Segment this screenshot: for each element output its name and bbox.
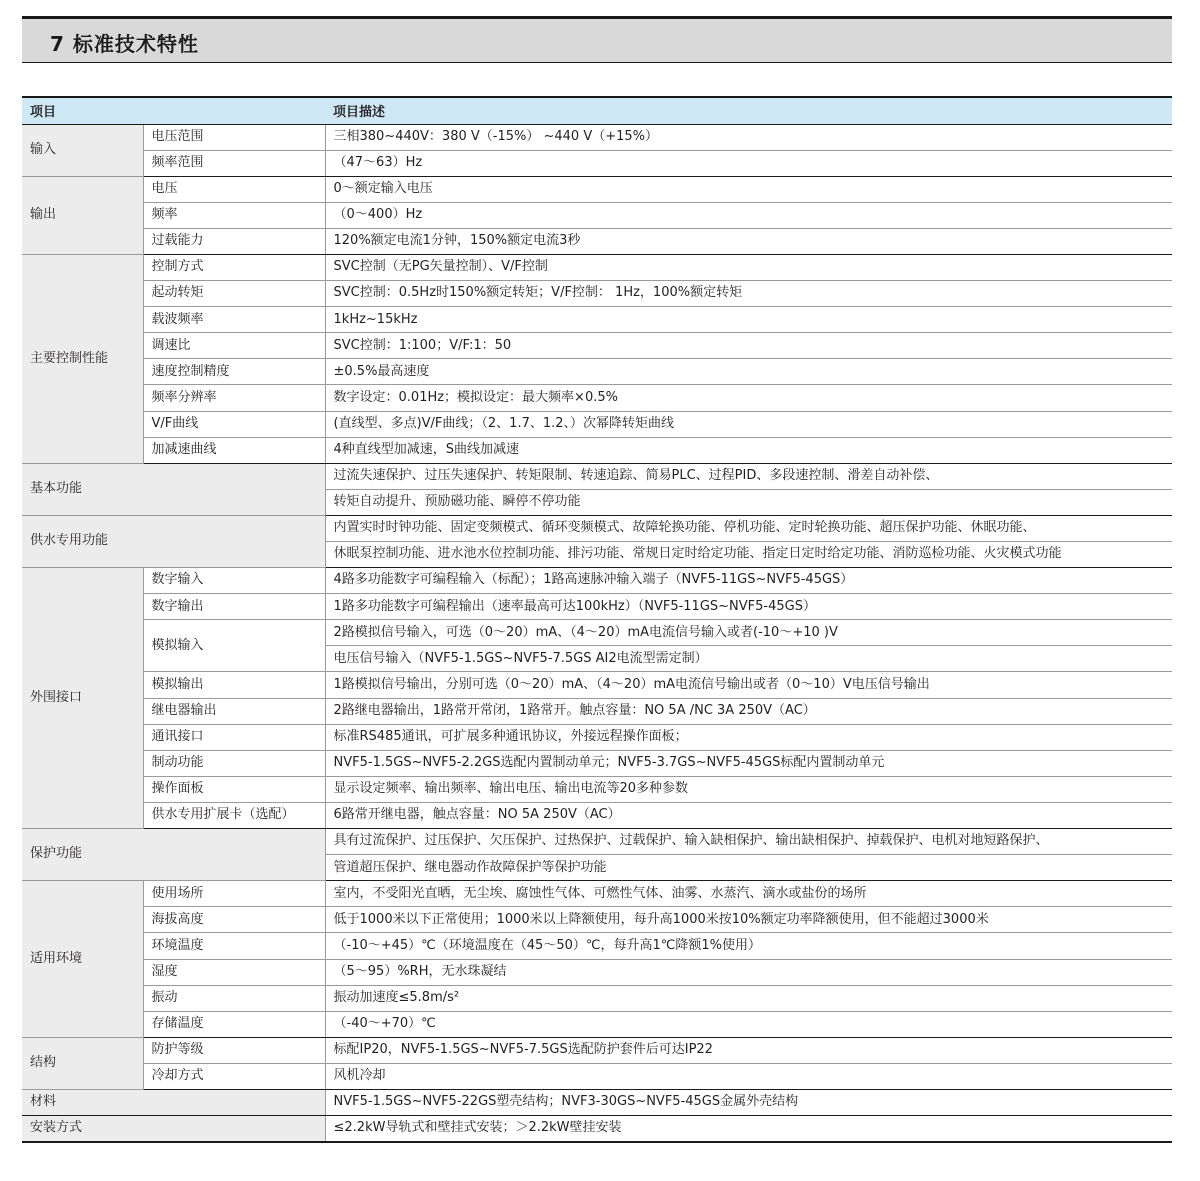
- item-cell: 湿度: [143, 959, 325, 985]
- desc-cell: ≤2.2kW导轨式和壁挂式安装；＞2.2kW壁挂安装: [325, 1116, 1172, 1142]
- desc-cell: 具有过流保护、过压保护、欠压保护、过热保护、过载保护、输入缺相保护、输出缺相保护、掉载保护、电机对地短路保护、: [325, 829, 1172, 855]
- table-row: [22, 985, 1172, 1011]
- desc-cell: 数字设定：0.01Hz；模拟设定：最大频率×0.5%: [325, 385, 1172, 411]
- item-cell: 模拟输出: [143, 672, 325, 698]
- spec-table: [22, 96, 1172, 1143]
- item-cell: 频率分辨率: [143, 385, 325, 411]
- item-cell: 起动转矩: [143, 281, 325, 307]
- item-cell: 使用场所: [143, 881, 325, 907]
- desc-cell: （0～400）Hz: [325, 202, 1172, 228]
- table-row: [22, 802, 1172, 828]
- table-row: [22, 228, 1172, 254]
- item-cell: 防护等级: [143, 1037, 325, 1063]
- spec-table-body: [22, 124, 1172, 1142]
- category-cell: 主要控制性能: [22, 254, 143, 463]
- category-cell: 安装方式: [22, 1116, 325, 1142]
- table-row: [22, 411, 1172, 437]
- category-cell: 输入: [22, 124, 143, 176]
- table-row: [22, 750, 1172, 776]
- desc-cell: 1路多功能数字可编程输出（速率最高可达100kHz）（NVF5-11GS~NVF5-45GS）: [325, 594, 1172, 620]
- desc-cell: 1路模拟信号输出，分别可选（0～20）mA、（4～20）mA电流信号输出或者（0～10）V电压信号输出: [325, 672, 1172, 698]
- table-row: [22, 359, 1172, 385]
- item-cell: 频率范围: [143, 150, 325, 176]
- item-cell: 电压范围: [143, 124, 325, 150]
- table-row: [22, 698, 1172, 724]
- desc-cell: 4种直线型加减速，S曲线加减速: [325, 437, 1172, 463]
- desc-cell: 三相380~440V：380 V（-15%） ~440 V（+15%）: [325, 124, 1172, 150]
- table-row: [22, 620, 1172, 646]
- desc-cell: (直线型、多点)V/F曲线；（2、1.7、1.2、）次幂降转矩曲线: [325, 411, 1172, 437]
- item-cell: 载波频率: [143, 307, 325, 333]
- desc-cell: （-10～+45）℃（环境温度在（45～50）℃，每升高1℃降额1%使用）: [325, 933, 1172, 959]
- desc-cell: 4路多功能数字可编程输入（标配）；1路高速脉冲输入端子（NVF5-11GS~NVF5-45GS）: [325, 568, 1172, 594]
- table-row: [22, 672, 1172, 698]
- desc-cell: 电压信号输入（NVF5-1.5GS~NVF5-7.5GS AI2电流型需定制）: [325, 646, 1172, 672]
- desc-cell: 内置实时时钟功能、固定变频模式、循环变频模式、故障轮换功能、停机功能、定时轮换功能、超压保护功能、休眠功能、: [325, 515, 1172, 541]
- table-row: [22, 724, 1172, 750]
- table-row: [22, 281, 1172, 307]
- desc-cell: 室内，不受阳光直晒，无尘埃、腐蚀性气体、可燃性气体、油雾、水蒸汽、滴水或盐份的场所: [325, 881, 1172, 907]
- item-cell: 数字输出: [143, 594, 325, 620]
- table-row: [22, 568, 1172, 594]
- category-cell: 结构: [22, 1037, 143, 1089]
- category-cell: 保护功能: [22, 829, 325, 881]
- desc-cell: 过流失速保护、过压失速保护、转矩限制、转速追踪、简易PLC、过程PID、多段速控制、滑差自动补偿、: [325, 463, 1172, 489]
- table-row: [22, 829, 1172, 855]
- item-cell: 调速比: [143, 333, 325, 359]
- table-row: [22, 202, 1172, 228]
- table-row: [22, 385, 1172, 411]
- table-row: [22, 907, 1172, 933]
- table-row: [22, 307, 1172, 333]
- desc-cell: 休眠泵控制功能、进水池水位控制功能、排污功能、常规日定时给定功能、指定日定时给定功能、消防巡检功能、火灾模式功能: [325, 542, 1172, 568]
- col-header-desc: 项目描述: [325, 97, 1172, 124]
- item-cell: V/F曲线: [143, 411, 325, 437]
- desc-cell: 显示设定频率、输出频率、输出电压、输出电流等20多种参数: [325, 776, 1172, 802]
- desc-cell: 管道超压保护、继电器动作故障保护等保护功能: [325, 855, 1172, 881]
- table-row: [22, 594, 1172, 620]
- table-row: [22, 1116, 1172, 1142]
- item-cell: 加减速曲线: [143, 437, 325, 463]
- category-cell: 输出: [22, 176, 143, 254]
- item-cell: 过载能力: [143, 228, 325, 254]
- item-cell: 振动: [143, 985, 325, 1011]
- item-cell: 数字输入: [143, 568, 325, 594]
- desc-cell: NVF5-1.5GS~NVF5-22GS塑壳结构；NVF3-30GS~NVF5-45GS金属外壳结构: [325, 1089, 1172, 1115]
- category-cell: 外围接口: [22, 568, 143, 829]
- table-row: [22, 881, 1172, 907]
- table-row: [22, 437, 1172, 463]
- table-row: [22, 463, 1172, 489]
- desc-cell: 转矩自动提升、预励磁功能、瞬停不停功能: [325, 489, 1172, 515]
- desc-cell: 2路模拟信号输入，可选（0～20）mA、（4～20）mA电流信号输入或者(-10～+10 )V: [325, 620, 1172, 646]
- table-row: [22, 933, 1172, 959]
- item-cell: 频率: [143, 202, 325, 228]
- desc-cell: （-40～+70）℃: [325, 1011, 1172, 1037]
- desc-cell: 1kHz~15kHz: [325, 307, 1172, 333]
- table-row: [22, 124, 1172, 150]
- table-row: [22, 333, 1172, 359]
- section-title: 7 标准技术特性: [50, 32, 199, 56]
- desc-cell: 120%额定电流1分钟，150%额定电流3秒: [325, 228, 1172, 254]
- desc-cell: 低于1000米以下正常使用；1000米以上降额使用，每升高1000米按10%额定功率降额使用，但不能超过3000米: [325, 907, 1172, 933]
- desc-cell: SVC控制：0.5Hz时150%额定转矩；V/F控制： 1Hz，100%额定转矩: [325, 281, 1172, 307]
- table-row: [22, 150, 1172, 176]
- item-cell: 海拔高度: [143, 907, 325, 933]
- table-row: [22, 1011, 1172, 1037]
- item-cell: 速度控制精度: [143, 359, 325, 385]
- category-cell: 材料: [22, 1089, 325, 1115]
- desc-cell: （47～63）Hz: [325, 150, 1172, 176]
- desc-cell: 风机冷却: [325, 1063, 1172, 1089]
- spec-table-header: [22, 97, 1172, 124]
- desc-cell: SVC控制（无PG矢量控制）、V/F控制: [325, 254, 1172, 280]
- table-row: [22, 1089, 1172, 1115]
- desc-cell: ±0.5%最高速度: [325, 359, 1172, 385]
- desc-cell: SVC控制：1:100；V/F:1：50: [325, 333, 1172, 359]
- desc-cell: 标配IP20，NVF5-1.5GS~NVF5-7.5GS选配防护套件后可达IP22: [325, 1037, 1172, 1063]
- item-cell: 通讯接口: [143, 724, 325, 750]
- table-row: [22, 959, 1172, 985]
- col-header-item: 项目: [22, 97, 325, 124]
- section-header: [22, 16, 1172, 63]
- desc-cell: 2路继电器输出，1路常开常闭，1路常开。触点容量：NO 5A /NC 3A 250V（AC）: [325, 698, 1172, 724]
- item-cell: 制动功能: [143, 750, 325, 776]
- table-row: [22, 515, 1172, 541]
- desc-cell: NVF5-1.5GS~NVF5-2.2GS选配内置制动单元；NVF5-3.7GS~NVF5-45GS标配内置制动单元: [325, 750, 1172, 776]
- table-row: [22, 254, 1172, 280]
- table-row: [22, 776, 1172, 802]
- item-cell: 模拟输入: [143, 620, 325, 672]
- desc-cell: （5～95）%RH，无水珠凝结: [325, 959, 1172, 985]
- table-row: [22, 1037, 1172, 1063]
- desc-cell: 0～额定输入电压: [325, 176, 1172, 202]
- category-cell: 基本功能: [22, 463, 325, 515]
- table-row: [22, 176, 1172, 202]
- desc-cell: 标准RS485通讯，可扩展多种通讯协议，外接远程操作面板；: [325, 724, 1172, 750]
- desc-cell: 6路常开继电器，触点容量：NO 5A 250V（AC）: [325, 802, 1172, 828]
- item-cell: 控制方式: [143, 254, 325, 280]
- item-cell: 电压: [143, 176, 325, 202]
- item-cell: 供水专用扩展卡（选配）: [143, 802, 325, 828]
- item-cell: 存储温度: [143, 1011, 325, 1037]
- item-cell: 操作面板: [143, 776, 325, 802]
- category-cell: 供水专用功能: [22, 515, 325, 567]
- table-row: [22, 1063, 1172, 1089]
- category-cell: 适用环境: [22, 881, 143, 1038]
- item-cell: 环境温度: [143, 933, 325, 959]
- desc-cell: 振动加速度≤5.8m/s²: [325, 985, 1172, 1011]
- item-cell: 继电器输出: [143, 698, 325, 724]
- item-cell: 冷却方式: [143, 1063, 325, 1089]
